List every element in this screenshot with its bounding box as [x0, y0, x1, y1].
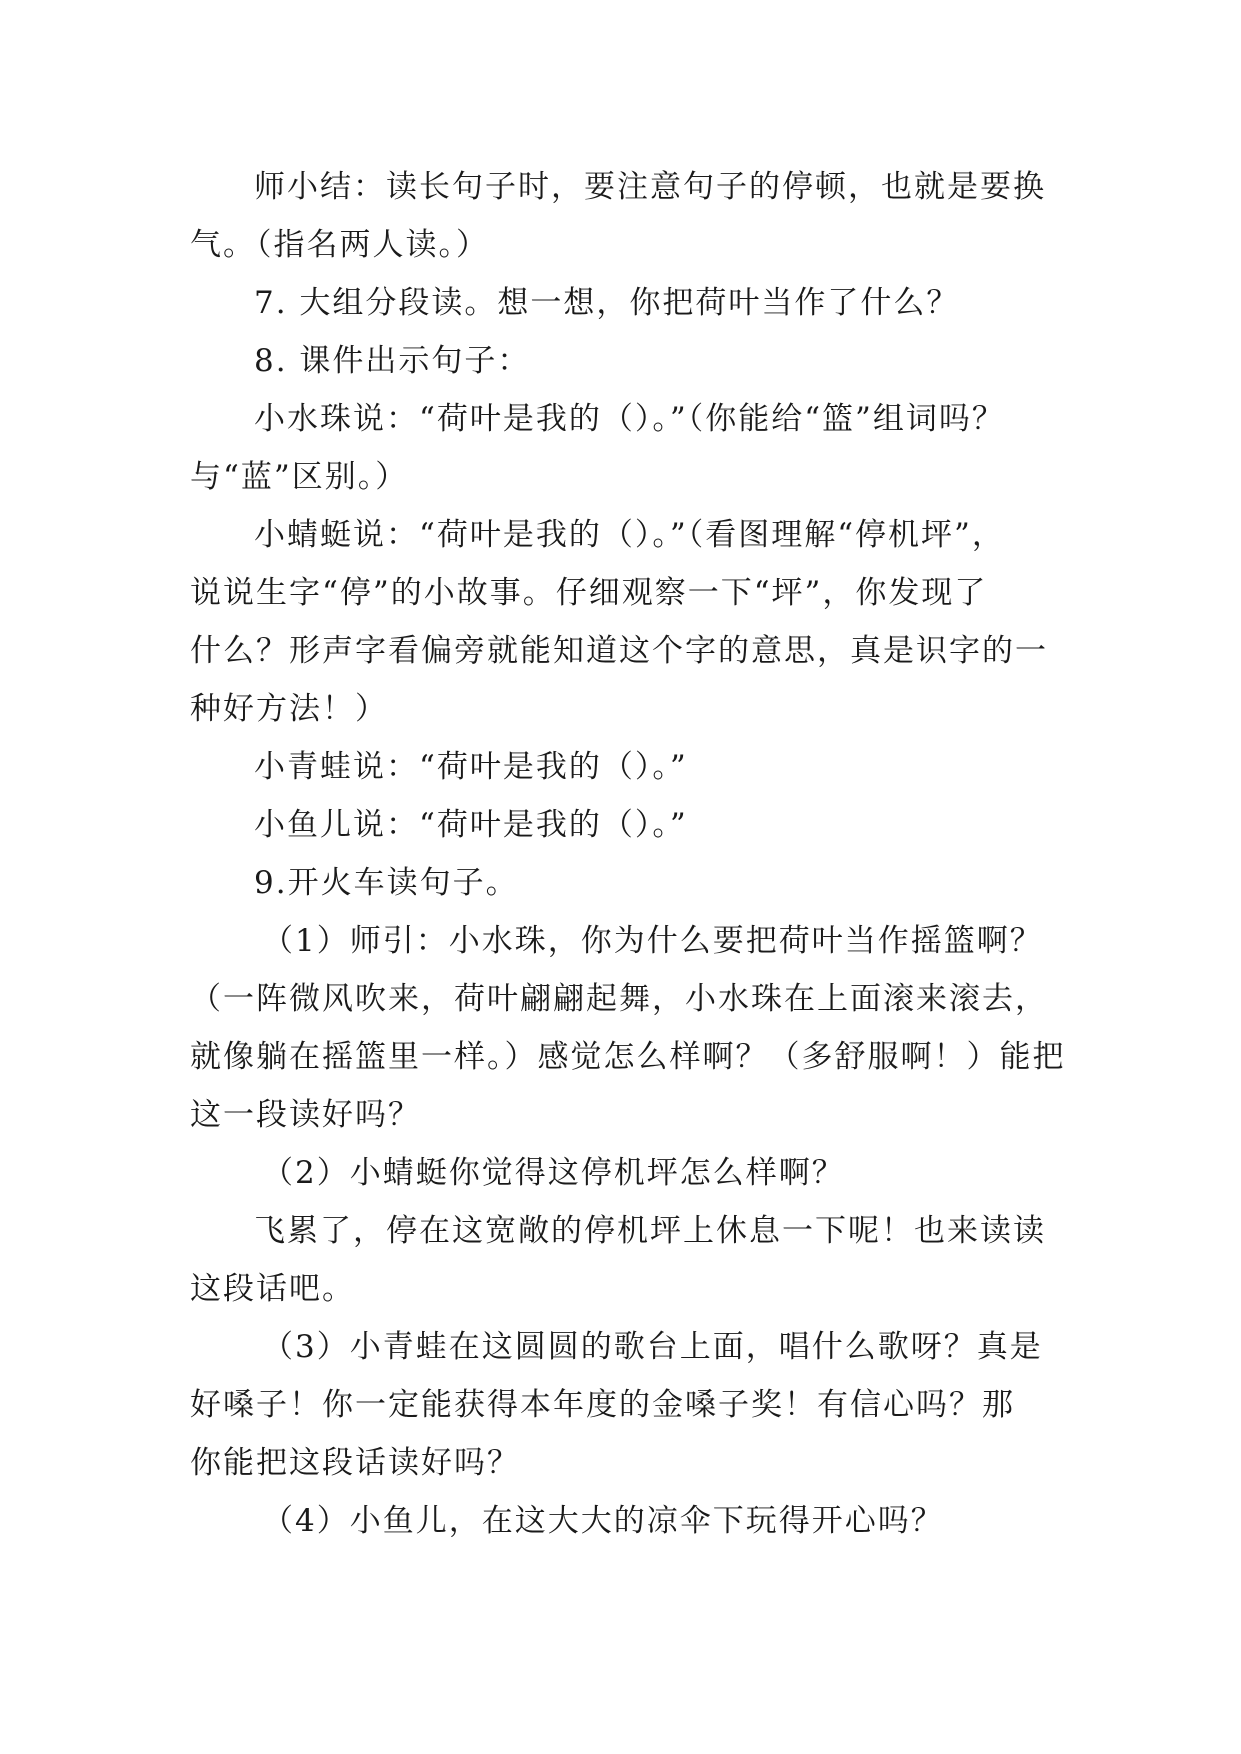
text-line: 9.开火车读句子。 [254, 865, 519, 901]
text-line: （一阵微风吹来，荷叶翩翩起舞，小水珠在上面滚来滚去， [190, 981, 1048, 1017]
text-line: 小蜻蜓说：“荷叶是我的（）。”（看图理解“停机坪”， [254, 517, 1005, 553]
text-line: 什么？形声字看偏旁就能知道这个字的意思，真是识字的一 [190, 633, 1048, 669]
text-line: 你能把这段话读好吗？ [190, 1445, 520, 1481]
text-line: 7. 大组分段读。想一想，你把荷叶当作了什么？ [254, 285, 960, 321]
text-line: 小鱼儿说：“荷叶是我的（）。” [254, 807, 688, 843]
text-line: 就像躺在摇篮里一样。）感觉怎么样啊？（多舒服啊！）能把 [190, 1039, 1066, 1075]
text-line: 这段话吧。 [190, 1271, 355, 1307]
text-line: 小青蛙说：“荷叶是我的（）。” [254, 749, 688, 785]
text-line: 小水珠说：“荷叶是我的（）。”（你能给“篮”组词吗？ [254, 401, 1005, 437]
text-line: （2）小蜻蜓你觉得这停机坪怎么样啊？ [262, 1155, 845, 1191]
text-line: 师小结：读长句子时，要注意句子的停顿，也就是要换 [254, 169, 1046, 205]
text-line: 这一段读好吗？ [190, 1097, 421, 1133]
text-line: 与“蓝”区别。） [190, 459, 409, 495]
text-line: 8. 课件出示句子： [254, 343, 531, 379]
text-line: 气。（指名两人读。） [190, 227, 489, 263]
document-body [190, 158, 1070, 1550]
text-line: （1）师引：小水珠，你为什么要把荷叶当作摇篮啊？ [262, 923, 1043, 959]
text-line: 飞累了，停在这宽敞的停机坪上休息一下呢！也来读读 [254, 1213, 1046, 1249]
text-block [190, 158, 1070, 1550]
text-line: （4）小鱼儿，在这大大的凉伞下玩得开心吗？ [262, 1503, 944, 1539]
text-line: 好嗓子！你一定能获得本年度的金嗓子奖！有信心吗？那 [190, 1387, 1015, 1423]
text-line: （3）小青蛙在这圆圆的歌台上面，唱什么歌呀？真是 [262, 1329, 1043, 1365]
text-line: 说说生字“停”的小故事。仔细观察一下“坪”，你发现了 [190, 575, 988, 611]
text-line: 种好方法！） [190, 691, 388, 727]
